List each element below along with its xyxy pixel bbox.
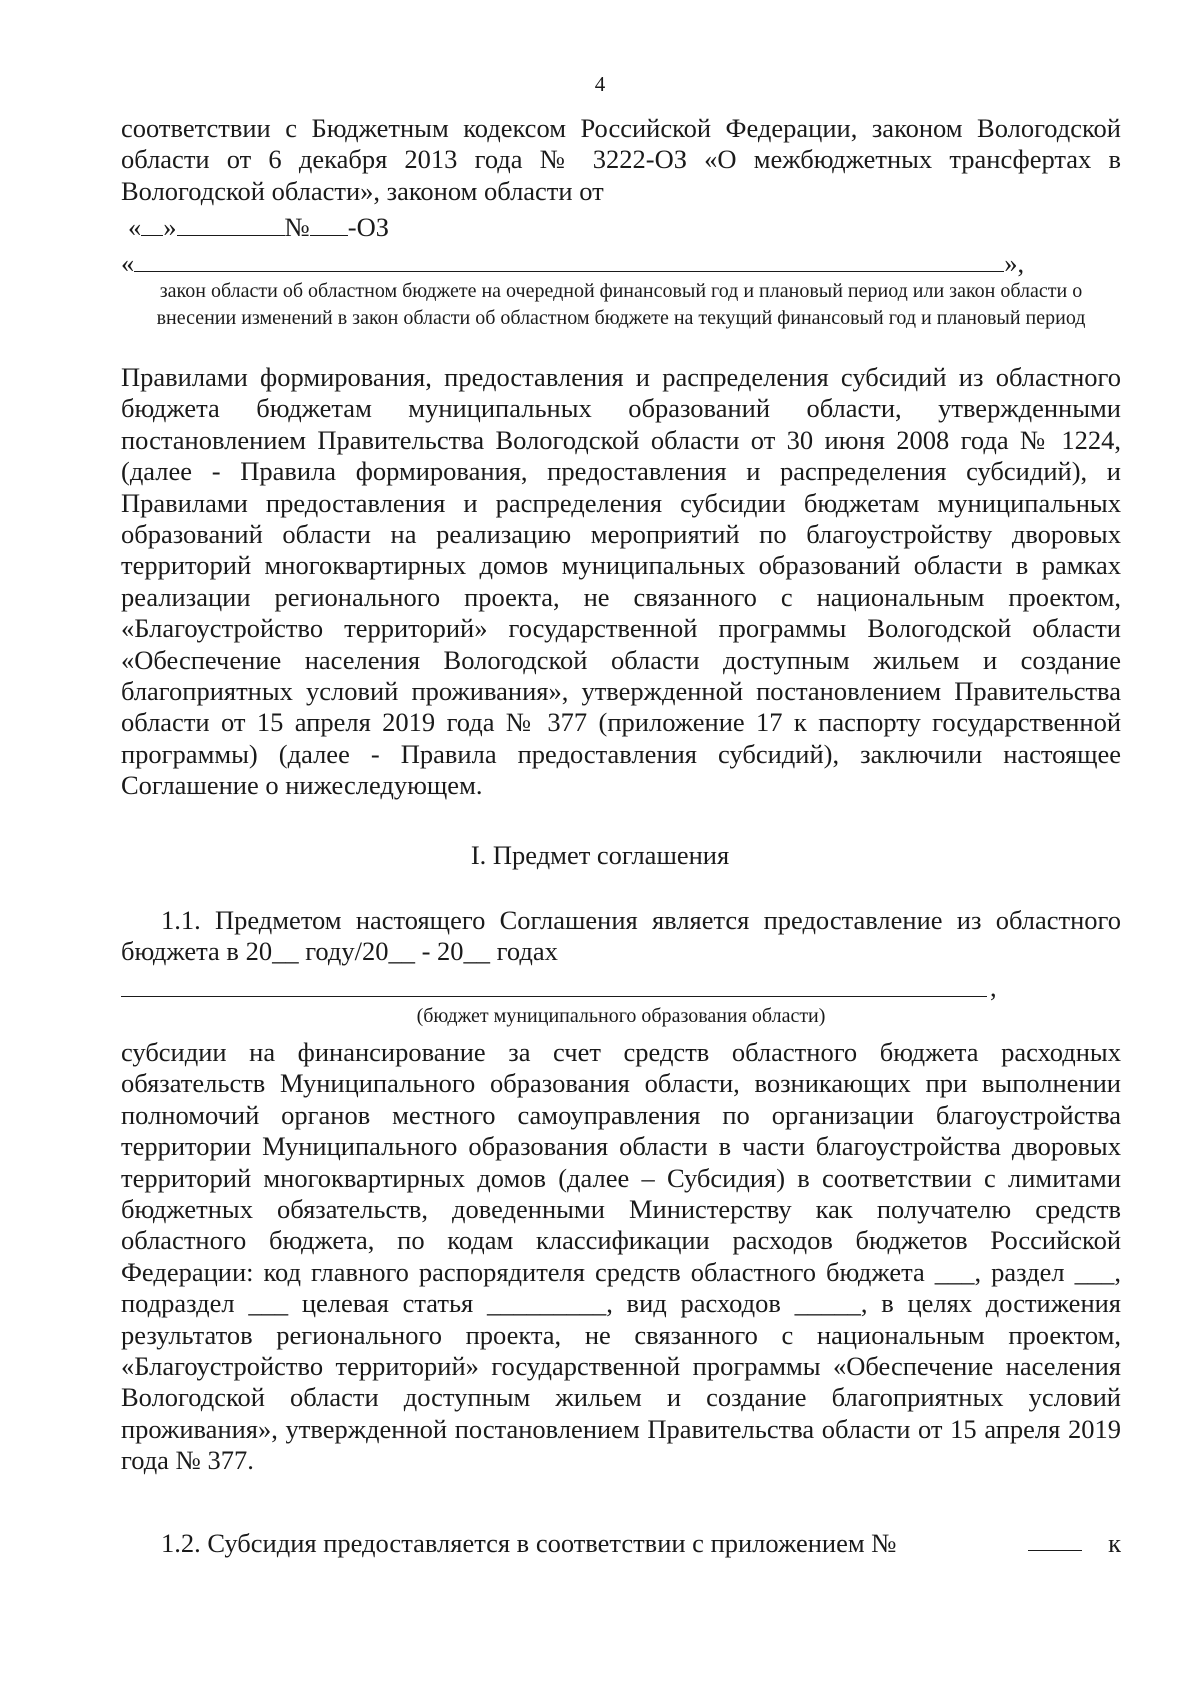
law-caption: закон области об областном бюджете на очередной финансовый год и плановый период или закон области о внесении изменений в закон области об областном бюджете на текущий финансовый год и плановый период <box>156 280 1086 329</box>
law-title-line <box>121 248 1024 279</box>
page-number: 4 <box>594 72 606 96</box>
intro-paragraph: соответствии с Бюджетным кодексом Российской Федерации, законом Вологодской области от 6 декабря 2013 года № 3222-ОЗ «О межбюджетных трансфертах в Вологодской области», законом области от <box>121 113 1121 206</box>
law-title-open-quote: « <box>121 248 135 278</box>
section-title: I. Предмет соглашения <box>470 840 730 870</box>
paragraph-1-2 <box>161 1528 1121 1559</box>
law-number-blank <box>310 213 348 236</box>
law-date-open-quote: « <box>128 212 142 242</box>
budget-caption: (бюджет муниципального образования области) <box>416 1005 826 1027</box>
law-reference-line <box>128 212 389 243</box>
subsidy-paragraph: субсидии на финансирование за счет средств областного бюджета расходных обязательств Муниципального образования области, возникающих при выполнении полномочий органов местного самоуправления по организации благоустройства территории Муниципального образования области в части благоустройства дворовых территорий многоквартирных домов (далее – Субсидия) в соответствии с лимитами бюджетных обязательств, доведенными Министерству как получателю средств областного бюджета, по кодам классификации расходов бюджетов Российской Федерации: код главного распорядителя средств областного бюджета ___, раздел ___, подраздел ___ целевая статья _________, вид расходов _____, в целях достижения результатов регионального проекта, не связанного с национальным проектом, «Благоустройство территорий» государственной программы «Обеспечение населения Вологодской области доступным жильем и создание благоприятных условий проживания», утвержденной постановлением Правительства области от 15 апреля 2019 года № 377. <box>121 1037 1121 1476</box>
paragraph-1-2-text: 1.2. Субсидия предоставляется в соответствии с приложением № <box>161 1528 897 1558</box>
paragraph-1-1: 1.1. Предметом настоящего Соглашения является предоставление из областного бюджета в 20__ году/20__ - 20__ годах <box>121 905 1121 967</box>
law-title-close-quote: », <box>1004 248 1025 278</box>
law-month-blank <box>177 213 285 236</box>
paragraph-1-2-tail: к <box>1108 1528 1121 1558</box>
law-date-close-quote: » <box>163 212 177 242</box>
appendix-number-blank <box>1028 1528 1082 1551</box>
rules-paragraph: Правилами формирования, предоставления и распределения субсидий из областного бюджета бюджетам муниципальных образований области, утвержденными постановлением Правительства Вологодской области от 30 июня 2008 года № 1224, (далее - Правила формирования, предоставления и распределения субсидий), и Правилами предоставления и распределения субсидии бюджетам муниципальных образований области на реализацию мероприятий по благоустройству дворовых территорий многоквартирных домов муниципальных образований области в рамках реализации регионального проекта, не связанного с национальным проектом, «Благоустройство территорий» государственной программы Вологодской области «Обеспечение населения Вологодской области доступным жильем и создание благоприятных условий проживания», утвержденной постановлением Правительства области от 15 апреля 2019 года № 377 (приложение 17 к паспорту государственной программы) (далее - Правила предоставления субсидий), заключили настоящее Соглашение о нижеследующем. <box>121 362 1121 801</box>
law-number-suffix: -ОЗ <box>347 212 390 242</box>
law-title-blank <box>134 249 1004 272</box>
law-number-sign: № <box>284 212 310 242</box>
budget-name-blank <box>121 996 987 997</box>
budget-comma: , <box>990 972 997 1002</box>
law-day-blank <box>141 213 163 236</box>
